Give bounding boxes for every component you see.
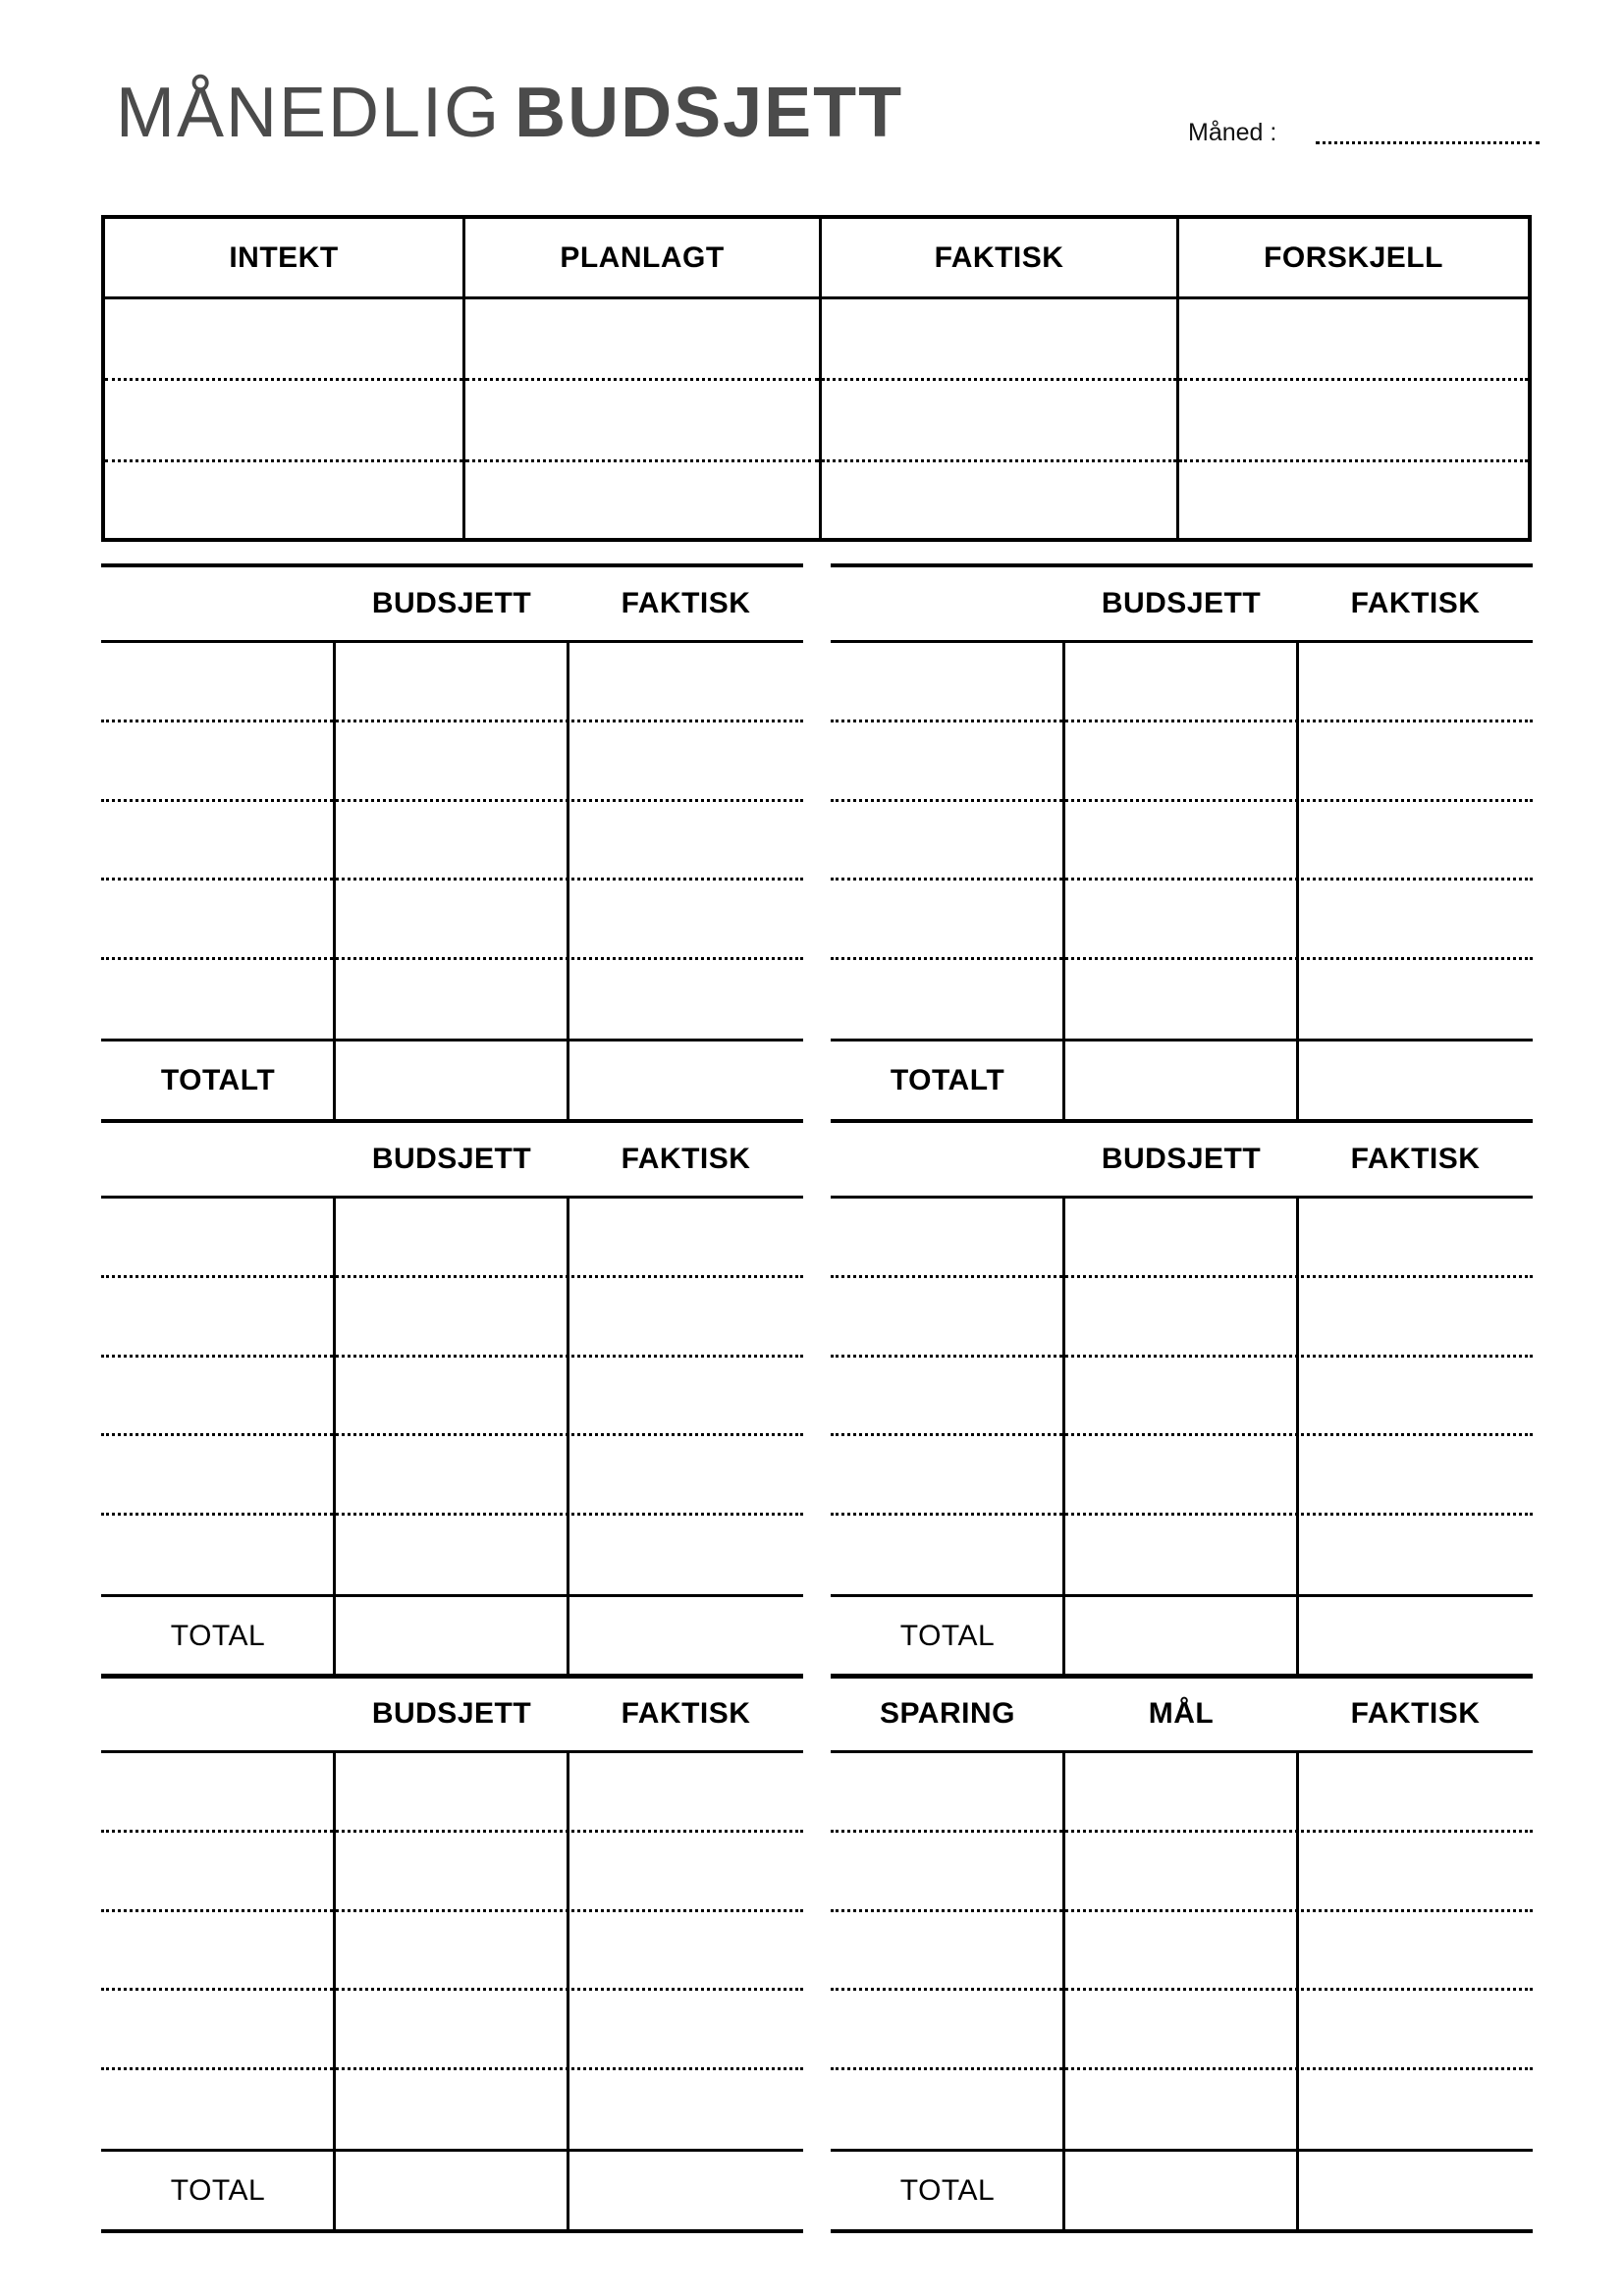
section-total-label: TOTAL xyxy=(170,2173,266,2207)
title-bold: BUDSJETT xyxy=(514,74,904,152)
section-total-actual-cell[interactable] xyxy=(1300,1597,1533,1674)
section-row-label-cell[interactable] xyxy=(101,1199,331,1273)
section-row-budget-cell[interactable] xyxy=(337,1278,565,1353)
section-row-budget-cell[interactable] xyxy=(337,960,565,1035)
budget-section-1 xyxy=(101,563,803,1123)
section-total-label: TOTAL xyxy=(899,2173,996,2207)
section-row-label-cell[interactable] xyxy=(831,2070,1060,2145)
section-row-budget-cell[interactable] xyxy=(337,2070,565,2145)
section-row-budget-cell[interactable] xyxy=(337,722,565,797)
income-header-intekt: INTEKT xyxy=(105,219,462,299)
budget-section-4 xyxy=(831,1119,1533,1679)
month-field[interactable] xyxy=(1316,141,1540,144)
income-column-intekt xyxy=(105,219,462,538)
section-row-budget-cell[interactable] xyxy=(337,1358,565,1432)
section-header-budget: MÅL xyxy=(1148,1697,1215,1730)
section-row-budget-cell[interactable] xyxy=(1066,1991,1294,2065)
section-row-budget-cell[interactable] xyxy=(337,1991,565,2065)
section-bottom-rule xyxy=(101,2229,803,2233)
section-row-actual-cell[interactable] xyxy=(1300,1358,1533,1432)
section-row-budget-cell[interactable] xyxy=(1066,1199,1294,1273)
section-total-label: TOTAL xyxy=(170,1619,266,1652)
section-header-actual: FAKTISK xyxy=(1350,1143,1481,1175)
section-bottom-rule xyxy=(831,2229,1533,2233)
section-row-actual-cell[interactable] xyxy=(1300,1199,1533,1273)
section-row-actual-cell[interactable] xyxy=(1300,1436,1533,1511)
section-row-label-cell[interactable] xyxy=(831,722,1060,797)
section-total-label: TOTALT xyxy=(890,1063,1005,1096)
section-row-actual-cell[interactable] xyxy=(1300,1991,1533,2065)
income-cell[interactable] xyxy=(822,462,1176,538)
income-header-planlagt: PLANLAGT xyxy=(465,219,819,299)
section-row-label-cell[interactable] xyxy=(831,960,1060,1035)
section-row-budget-cell[interactable] xyxy=(337,1753,565,1828)
section-row-label-cell[interactable] xyxy=(101,881,331,955)
section-row-label-cell[interactable] xyxy=(831,643,1060,718)
section-row-actual-cell[interactable] xyxy=(570,1436,803,1511)
section-row-budget-cell[interactable] xyxy=(337,1436,565,1511)
section-row-actual-cell[interactable] xyxy=(1300,1912,1533,1987)
section-row-label-cell[interactable] xyxy=(101,1753,331,1828)
section-header-category xyxy=(101,1123,335,1196)
section-row-actual-cell[interactable] xyxy=(570,722,803,797)
section-row-label-cell[interactable] xyxy=(831,802,1060,877)
section-row-budget-cell[interactable] xyxy=(1066,881,1294,955)
section-total-budget-cell[interactable] xyxy=(337,1597,565,1674)
section-row-actual-cell[interactable] xyxy=(1300,722,1533,797)
section-row-actual-cell[interactable] xyxy=(1300,1833,1533,1907)
section-row-actual-cell[interactable] xyxy=(570,1358,803,1432)
section-row-label-cell[interactable] xyxy=(831,881,1060,955)
section-header-budget: BUDSJETT xyxy=(371,1143,532,1175)
section-row-budget-cell[interactable] xyxy=(1066,1912,1294,1987)
section-row-label-cell[interactable] xyxy=(831,1199,1060,1273)
section-total-actual-cell[interactable] xyxy=(570,2152,803,2228)
section-row-budget-cell[interactable] xyxy=(337,643,565,718)
section-header-actual: FAKTISK xyxy=(621,587,751,619)
section-header-category xyxy=(101,1678,335,1750)
income-column-forskjell xyxy=(1176,219,1528,538)
section-row-label-cell[interactable] xyxy=(831,1833,1060,1907)
section-row-budget-cell[interactable] xyxy=(1066,1516,1294,1590)
section-total-budget-cell[interactable] xyxy=(1066,1041,1294,1118)
section-row-budget-cell[interactable] xyxy=(337,1199,565,1273)
section-row-budget-cell[interactable] xyxy=(1066,2070,1294,2145)
income-cell[interactable] xyxy=(822,299,1176,381)
section-row-actual-cell[interactable] xyxy=(1300,960,1533,1035)
section-row-label-cell[interactable] xyxy=(101,1833,331,1907)
section-total-actual-cell[interactable] xyxy=(570,1041,803,1118)
section-header-budget: BUDSJETT xyxy=(371,587,532,619)
income-cell[interactable] xyxy=(465,381,819,462)
section-row-budget-cell[interactable] xyxy=(1066,1436,1294,1511)
section-row-label-cell[interactable] xyxy=(101,1991,331,2065)
section-header-category: SPARING xyxy=(880,1697,1015,1730)
income-cell[interactable] xyxy=(822,381,1176,462)
income-cell[interactable] xyxy=(1179,462,1528,538)
section-row-label-cell[interactable] xyxy=(831,1991,1060,2065)
income-column-planlagt xyxy=(462,219,819,538)
section-row-actual-cell[interactable] xyxy=(570,1753,803,1828)
section-row-label-cell[interactable] xyxy=(831,1516,1060,1590)
section-header-budget: BUDSJETT xyxy=(1101,1143,1262,1175)
section-row-budget-cell[interactable] xyxy=(337,881,565,955)
section-header-budget: BUDSJETT xyxy=(1101,587,1262,619)
section-row-budget-cell[interactable] xyxy=(337,1833,565,1907)
section-total-actual-cell[interactable] xyxy=(1300,1041,1533,1118)
section-row-budget-cell[interactable] xyxy=(337,1516,565,1590)
section-header-actual: FAKTISK xyxy=(621,1143,751,1175)
section-row-actual-cell[interactable] xyxy=(570,2070,803,2145)
section-row-actual-cell[interactable] xyxy=(570,1516,803,1590)
section-row-budget-cell[interactable] xyxy=(1066,1753,1294,1828)
income-column-faktisk xyxy=(819,219,1176,538)
section-row-budget-cell[interactable] xyxy=(1066,960,1294,1035)
income-header-forskjell: FORSKJELL xyxy=(1179,219,1528,299)
income-cell[interactable] xyxy=(105,381,462,462)
section-row-label-cell[interactable] xyxy=(101,1436,331,1511)
budget-section-3 xyxy=(101,1119,803,1679)
section-row-actual-cell[interactable] xyxy=(570,1912,803,1987)
section-header-budget: BUDSJETT xyxy=(371,1697,532,1730)
section-row-budget-cell[interactable] xyxy=(1066,802,1294,877)
section-row-label-cell[interactable] xyxy=(101,1278,331,1353)
section-row-budget-cell[interactable] xyxy=(337,802,565,877)
section-row-actual-cell[interactable] xyxy=(570,881,803,955)
section-total-label: TOTALT xyxy=(160,1063,276,1096)
section-row-budget-cell[interactable] xyxy=(1066,1833,1294,1907)
section-row-actual-cell[interactable] xyxy=(570,1199,803,1273)
section-row-label-cell[interactable] xyxy=(101,1516,331,1590)
section-row-label-cell[interactable] xyxy=(101,2070,331,2145)
section-row-actual-cell[interactable] xyxy=(570,1278,803,1353)
section-row-actual-cell[interactable] xyxy=(1300,1278,1533,1353)
section-row-label-cell[interactable] xyxy=(831,1436,1060,1511)
section-total-actual-cell[interactable] xyxy=(570,1597,803,1674)
section-row-actual-cell[interactable] xyxy=(570,1991,803,2065)
section-total-label: TOTAL xyxy=(899,1619,996,1652)
income-cell[interactable] xyxy=(1179,381,1528,462)
income-cell[interactable] xyxy=(1179,299,1528,381)
section-row-actual-cell[interactable] xyxy=(570,643,803,718)
month-label: Måned : xyxy=(1188,119,1277,146)
section-row-actual-cell[interactable] xyxy=(1300,881,1533,955)
page-title xyxy=(116,69,903,157)
income-cell[interactable] xyxy=(105,299,462,381)
section-row-label-cell[interactable] xyxy=(831,1912,1060,1987)
section-total-budget-cell[interactable] xyxy=(337,2152,565,2228)
section-row-budget-cell[interactable] xyxy=(1066,722,1294,797)
section-header-category xyxy=(831,567,1064,640)
section-header-category xyxy=(831,1123,1064,1196)
section-header-actual: FAKTISK xyxy=(1350,587,1481,619)
section-row-label-cell[interactable] xyxy=(101,802,331,877)
section-row-actual-cell[interactable] xyxy=(1300,1753,1533,1828)
section-row-label-cell[interactable] xyxy=(831,1753,1060,1828)
section-row-label-cell[interactable] xyxy=(101,722,331,797)
title-light: MÅNEDLIG xyxy=(116,74,502,152)
section-row-label-cell[interactable] xyxy=(101,1912,331,1987)
income-header-faktisk: FAKTISK xyxy=(822,219,1176,299)
section-header-actual: FAKTISK xyxy=(621,1697,751,1730)
section-row-budget-cell[interactable] xyxy=(1066,1278,1294,1353)
income-cell[interactable] xyxy=(465,462,819,538)
section-row-label-cell[interactable] xyxy=(101,1358,331,1432)
section-row-actual-cell[interactable] xyxy=(1300,643,1533,718)
section-row-actual-cell[interactable] xyxy=(1300,802,1533,877)
section-row-actual-cell[interactable] xyxy=(570,802,803,877)
section-header-category xyxy=(101,567,335,640)
income-table xyxy=(101,215,1532,542)
section-header-actual: FAKTISK xyxy=(1350,1697,1481,1730)
section-total-budget-cell[interactable] xyxy=(1066,1597,1294,1674)
income-cell[interactable] xyxy=(105,462,462,538)
section-row-actual-cell[interactable] xyxy=(1300,2070,1533,2145)
section-row-actual-cell[interactable] xyxy=(570,1833,803,1907)
budget-section-2 xyxy=(831,563,1533,1123)
section-total-budget-cell[interactable] xyxy=(337,1041,565,1118)
section-row-actual-cell[interactable] xyxy=(570,960,803,1035)
section-row-label-cell[interactable] xyxy=(831,1278,1060,1353)
section-row-budget-cell[interactable] xyxy=(337,1912,565,1987)
budget-section-5 xyxy=(101,1674,803,2233)
section-row-label-cell[interactable] xyxy=(831,1358,1060,1432)
section-total-actual-cell[interactable] xyxy=(1300,2152,1533,2228)
section-row-label-cell[interactable] xyxy=(101,960,331,1035)
section-row-label-cell[interactable] xyxy=(101,643,331,718)
income-cell[interactable] xyxy=(465,299,819,381)
section-total-budget-cell[interactable] xyxy=(1066,2152,1294,2228)
budget-section-6 xyxy=(831,1674,1533,2233)
section-row-actual-cell[interactable] xyxy=(1300,1516,1533,1590)
section-row-budget-cell[interactable] xyxy=(1066,643,1294,718)
section-row-budget-cell[interactable] xyxy=(1066,1358,1294,1432)
